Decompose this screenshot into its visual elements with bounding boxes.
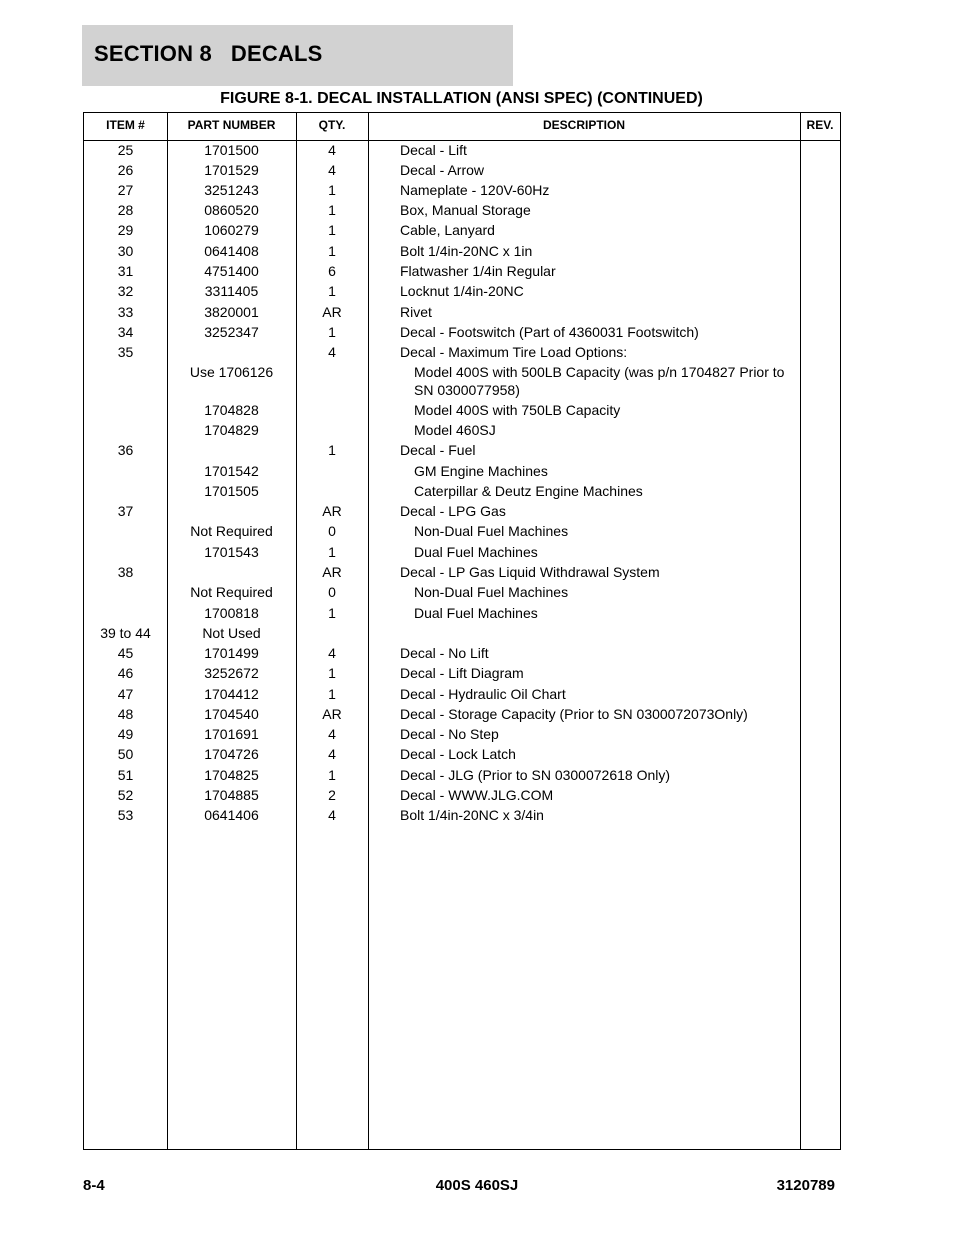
part-number: 1701529 [204, 162, 259, 178]
quantity: 1 [328, 605, 336, 621]
item-number: 37 [117, 503, 134, 519]
quantity: 1 [328, 686, 336, 702]
description: Decal - Lift [400, 142, 467, 158]
part-number: 3820001 [204, 304, 259, 320]
item-number: 52 [117, 787, 134, 803]
description: Model 400S with 500LB Capacity (was p/n 1704827 Prior to [414, 364, 785, 380]
item-number: 48 [117, 706, 134, 722]
footer-page-number: 8-4 [83, 1177, 105, 1194]
footer-model: 400S 460SJ [435, 1177, 519, 1194]
description: Rivet [400, 304, 432, 320]
part-number: 1701542 [204, 463, 259, 479]
description: Decal - LP Gas Liquid Withdrawal System [400, 564, 660, 580]
quantity: 1 [328, 442, 336, 458]
item-number: 50 [117, 746, 134, 762]
description: Nameplate - 120V-60Hz [400, 182, 550, 198]
quantity: 2 [328, 787, 336, 803]
header-description: DESCRIPTION [542, 118, 625, 132]
quantity: 1 [328, 182, 336, 198]
quantity: 4 [328, 645, 336, 661]
header-item: ITEM # [106, 118, 145, 132]
quantity: 1 [328, 544, 336, 560]
item-number: 45 [117, 645, 134, 661]
item-number: 33 [117, 304, 134, 320]
part-number: Use 1706126 [189, 364, 274, 380]
quantity: AR [322, 304, 342, 320]
part-number: 1700818 [204, 605, 259, 621]
description-continued: SN 0300077958) [414, 382, 520, 398]
part-number: 1704540 [204, 706, 259, 722]
description: Bolt 1/4in-20NC x 1in [400, 243, 533, 259]
quantity: 4 [328, 344, 336, 360]
quantity: 0 [328, 584, 336, 600]
item-number: 51 [117, 767, 134, 783]
quantity: 1 [328, 767, 336, 783]
description: Box, Manual Storage [400, 202, 531, 218]
part-number: 1060279 [204, 222, 259, 238]
quantity: 4 [328, 746, 336, 762]
part-number: 1704825 [204, 767, 259, 783]
item-number: 31 [117, 263, 134, 279]
part-number: 1704885 [204, 787, 259, 803]
figure-title: FIGURE 8-1. DECAL INSTALLATION (ANSI SPEC) (CONTINUED) [220, 90, 703, 107]
quantity: 0 [328, 523, 336, 539]
part-number: 1704726 [204, 746, 259, 762]
part-number: 0641408 [204, 243, 259, 259]
part-number: 1701500 [204, 142, 259, 158]
item-number: 46 [117, 665, 134, 681]
item-number: 39 to 44 [100, 625, 151, 641]
part-number: 1704829 [204, 422, 259, 438]
quantity: 4 [328, 162, 336, 178]
quantity: 1 [328, 665, 336, 681]
part-number: 1701543 [204, 544, 259, 560]
quantity: AR [322, 706, 342, 722]
item-number: 38 [117, 564, 134, 580]
description: GM Engine Machines [414, 463, 548, 479]
header-qty: QTY. [318, 118, 346, 132]
item-number: 49 [117, 726, 134, 742]
item-number: 34 [117, 324, 134, 340]
description: Decal - Footswitch (Part of 4360031 Footswitch) [400, 324, 699, 340]
description: Locknut 1/4in-20NC [400, 283, 524, 299]
part-number: 3251243 [204, 182, 259, 198]
section-title: SECTION 8 DECALS [94, 41, 323, 66]
description: Decal - Lock Latch [400, 746, 516, 762]
description: Decal - WWW.JLG.COM [400, 787, 554, 803]
quantity: AR [322, 564, 342, 580]
quantity: 1 [328, 222, 336, 238]
quantity: 1 [328, 202, 336, 218]
quantity: 4 [328, 807, 336, 823]
part-number: Not Required [190, 523, 273, 539]
description: Decal - Fuel [400, 442, 476, 458]
description: Cable, Lanyard [400, 222, 495, 238]
description: Decal - Storage Capacity (Prior to SN 0300072073Only) [400, 706, 748, 722]
item-number: 35 [117, 344, 134, 360]
description: Decal - Lift Diagram [400, 665, 524, 681]
quantity: AR [322, 503, 342, 519]
item-number: 28 [117, 202, 134, 218]
item-number: 25 [117, 142, 134, 158]
part-number: 1701505 [204, 483, 259, 499]
description: Dual Fuel Machines [414, 544, 538, 560]
quantity: 4 [328, 726, 336, 742]
description: Decal - Hydraulic Oil Chart [400, 686, 566, 702]
description: Non-Dual Fuel Machines [414, 523, 569, 539]
header-rev: REV. [806, 118, 834, 132]
description: Decal - No Step [400, 726, 499, 742]
description: Dual Fuel Machines [414, 605, 538, 621]
item-number: 32 [117, 283, 134, 299]
item-number: 36 [117, 442, 134, 458]
description: Bolt 1/4in-20NC x 3/4in [400, 807, 544, 823]
quantity: 6 [328, 263, 336, 279]
column-divider [368, 113, 369, 1149]
item-number: 53 [117, 807, 134, 823]
item-number: 27 [117, 182, 134, 198]
part-number: 0860520 [204, 202, 259, 218]
description: Decal - LPG Gas [400, 503, 506, 519]
part-number: 3311405 [204, 283, 259, 299]
description: Decal - Maximum Tire Load Options: [400, 344, 628, 360]
part-number: 0641406 [204, 807, 259, 823]
description: Model 460SJ [414, 422, 496, 438]
description: Decal - No Lift [400, 645, 489, 661]
quantity: 1 [328, 283, 336, 299]
part-number: 1701691 [204, 726, 259, 742]
parts-table [83, 112, 841, 1150]
part-number: 4751400 [204, 263, 259, 279]
quantity: 1 [328, 243, 336, 259]
item-number: 29 [117, 222, 134, 238]
description: Model 400S with 750LB Capacity [414, 402, 621, 418]
column-divider [800, 113, 801, 1149]
item-number: 47 [117, 686, 134, 702]
part-number: 3252672 [204, 665, 259, 681]
description: Decal - JLG (Prior to SN 0300072618 Only) [400, 767, 671, 783]
part-number: 1701499 [204, 645, 259, 661]
description: Flatwasher 1/4in Regular [400, 263, 556, 279]
part-number: 1704828 [204, 402, 259, 418]
section-header [82, 25, 513, 86]
description: Decal - Arrow [400, 162, 485, 178]
footer-doc-number: 3120789 [776, 1177, 835, 1194]
quantity: 1 [328, 324, 336, 340]
header-part-number: PART NUMBER [187, 118, 276, 132]
quantity: 4 [328, 142, 336, 158]
item-number: 30 [117, 243, 134, 259]
part-number: 3252347 [204, 324, 259, 340]
description: Caterpillar & Deutz Engine Machines [414, 483, 643, 499]
part-number: Not Used [202, 625, 261, 641]
part-number: 1704412 [204, 686, 259, 702]
item-number: 26 [117, 162, 134, 178]
description: Non-Dual Fuel Machines [414, 584, 569, 600]
part-number: Not Required [190, 584, 273, 600]
